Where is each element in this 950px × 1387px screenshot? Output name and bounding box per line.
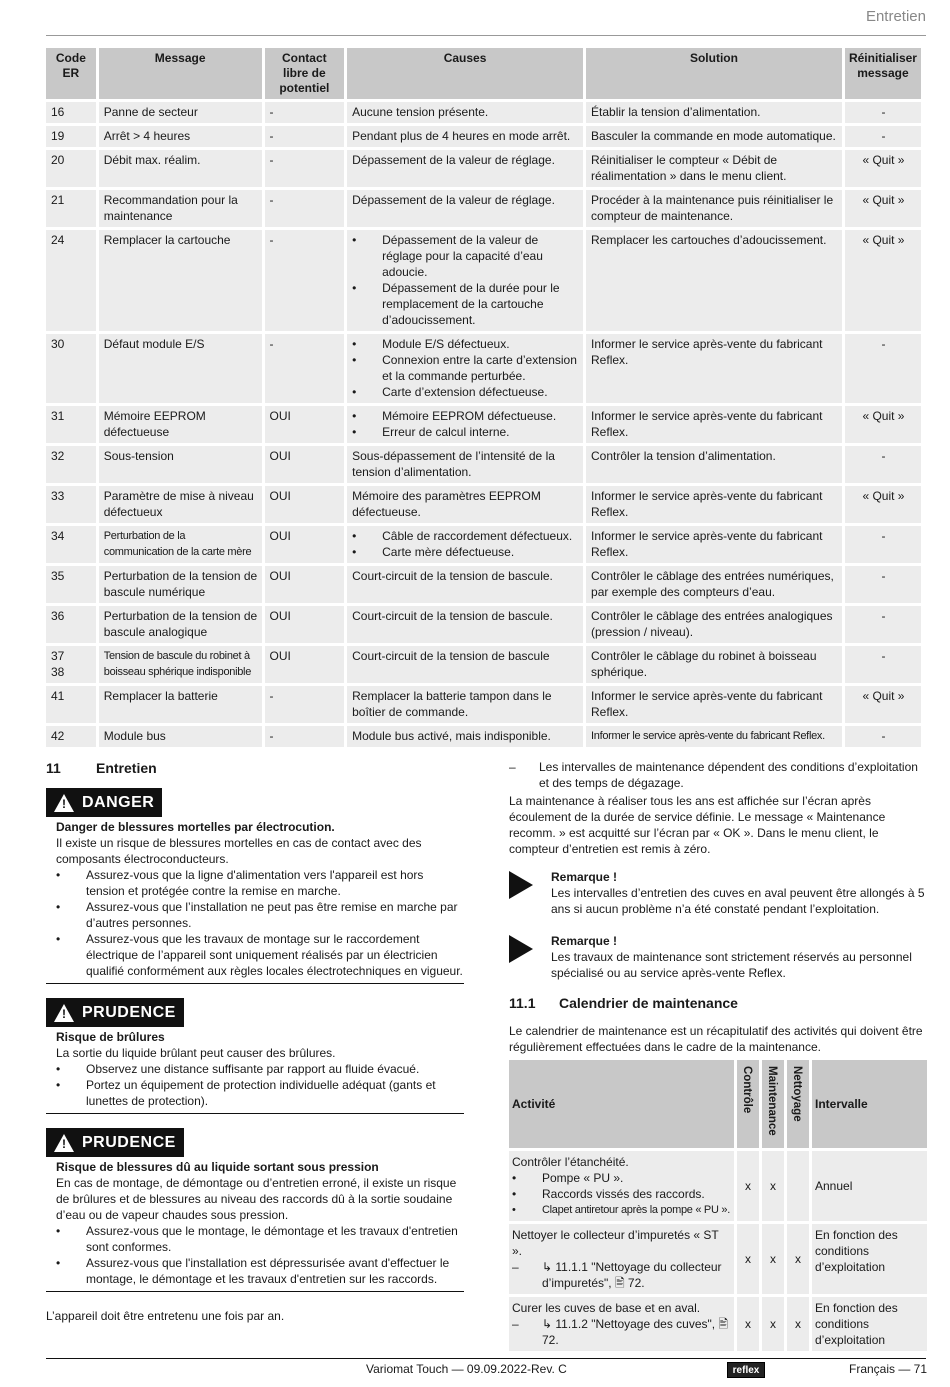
cause-item: • Câble de raccordement défectueux. [352, 528, 579, 544]
error-code: 19 [46, 126, 96, 147]
error-message: Débit max. réalim. [99, 150, 262, 187]
error-solution: Informer le service après-vente du fabricant Reflex. [586, 526, 842, 563]
error-code: 38 [51, 665, 65, 679]
caution-title: Risque de blessures dû au liquide sortant sous pression [56, 1160, 379, 1174]
error-code: 41 [46, 686, 96, 723]
closing-paragraph: L’appareil doit être entretenu une fois par an. [46, 1309, 285, 1323]
error-cause: Court-circuit de la tension de bascule. [347, 606, 583, 643]
error-cause-list [347, 230, 583, 331]
error-solution: Basculer la commande en mode automatique. [586, 126, 842, 147]
error-message: Tension de bascule du robinet à boisseau sphérique indisponible [99, 646, 262, 683]
remark-text: Les travaux de maintenance sont strictement réservés au personnel spécialisé ou au service après-vente Reflex. [551, 950, 912, 980]
reset-value: - [845, 526, 921, 563]
error-message: Paramètre de mise à niveau défectueux [99, 486, 262, 523]
error-solution: Remplacer les cartouches d’adoucissement. [586, 230, 842, 331]
error-cause: Court-circuit de la tension de bascule [347, 646, 583, 683]
activity-text: Curer les cuves de base et en aval. [512, 1301, 701, 1315]
subsection-title: Calendrier de maintenance [559, 995, 738, 1011]
error-message: Remplacer la cartouche [99, 230, 262, 331]
table-row [46, 486, 921, 523]
error-code-table [43, 45, 924, 750]
caution-block-burns [46, 998, 464, 1114]
error-code: 42 [46, 726, 96, 747]
caution-item: • Assurez-vous que l'installation est dépressurisée avant d'effectuer le montage, le démontage et les travaux d'entretien sur les raccords. [56, 1255, 464, 1287]
reset-value: - [845, 334, 921, 403]
contact-value: OUI [265, 446, 345, 483]
footer-doc-info: Variomat Touch — 09.09.2022-Rev. C [366, 1362, 567, 1376]
error-code: 30 [46, 334, 96, 403]
warning-triangle-icon: ! [54, 1004, 74, 1022]
arrow-right-icon [509, 935, 533, 963]
section-number: 11 [46, 760, 61, 776]
error-code: 16 [46, 102, 96, 123]
caution-block-pressure [46, 1128, 464, 1292]
table-row [46, 526, 921, 563]
error-message: Sous-tension [99, 446, 262, 483]
error-cause: Aucune tension présente. [347, 102, 583, 123]
caution-badge [46, 998, 184, 1027]
caution-label: PRUDENCE [82, 1003, 176, 1021]
warning-triangle-icon: ! [54, 794, 74, 812]
activity-text: Nettoyer le collecteur d’impuretés « ST ». [512, 1228, 719, 1258]
cause-item: • Erreur de calcul interne. [352, 424, 579, 440]
danger-item: • Assurez-vous que la ligne d'alimentation vers l'appareil est hors tension et protégée contre la remise en marche. [56, 867, 464, 899]
interval-value: En fonction des conditions d’exploitation [812, 1224, 927, 1294]
contact-value: - [265, 230, 345, 331]
arrow-right-icon [509, 871, 533, 899]
table-row [46, 686, 921, 723]
table-row [46, 726, 921, 747]
table-row [509, 1224, 927, 1294]
danger-rule [46, 983, 464, 984]
error-message: Mémoire EEPROM défectueuse [99, 406, 262, 443]
cross-reference-link[interactable]: – ↳ 11.1.1 "Nettoyage du collecteur d’impuretés", 🖹 72. [512, 1259, 731, 1291]
error-solution: Informer le service après-vente du fabricant Reflex. [586, 406, 842, 443]
check-mark: x [787, 1297, 809, 1351]
maintenance-schedule-table [506, 1057, 930, 1354]
error-message: Perturbation de la tension de bascule analogique [99, 606, 262, 643]
danger-badge [46, 788, 162, 817]
error-cause: Dépassement de la valeur de réglage. [347, 150, 583, 187]
reset-value: - [845, 726, 921, 747]
col-header-vertical [737, 1060, 759, 1148]
danger-text [56, 819, 464, 979]
col-header: Activité [509, 1060, 734, 1148]
error-code-pair [46, 646, 96, 683]
check-mark: x [737, 1224, 759, 1294]
error-solution: Réinitialiser le compteur « Débit de réalimentation » dans le menu client. [586, 150, 842, 187]
col-header: Causes [347, 48, 583, 99]
subsection-heading [509, 995, 927, 1011]
error-cause-list [347, 406, 583, 443]
table-row [46, 446, 921, 483]
error-solution: Informer le service après-vente du fabricant Reflex. [586, 686, 842, 723]
error-cause: Dépassement de la valeur de réglage. [347, 190, 583, 227]
error-solution: Contrôler le câblage du robinet à boisseau sphérique. [586, 646, 842, 683]
cause-item: • Connexion entre la carte d’extension et la commande perturbée. [352, 352, 579, 384]
cause-item: • Dépassement de la durée pour le remplacement de la cartouche d’adoucissement. [352, 280, 579, 328]
table-row [46, 646, 921, 683]
page-number: Français — 71 [849, 1362, 928, 1376]
error-cause: Remplacer la batterie tampon dans le boîtier de commande. [347, 686, 583, 723]
caution-text [56, 1159, 464, 1287]
reset-value: « Quit » [845, 406, 921, 443]
error-code: 21 [46, 190, 96, 227]
cause-item: • Mémoire EEPROM défectueuse. [352, 408, 579, 424]
check-mark: x [737, 1151, 759, 1221]
error-message: Arrêt > 4 heures [99, 126, 262, 147]
reset-value: - [845, 646, 921, 683]
contact-value: - [265, 190, 345, 227]
caution-item: • Assurez-vous que le montage, le démontage et les travaux d'entretien sont conformes. [56, 1223, 464, 1255]
remark-title: Remarque ! [551, 934, 618, 948]
activity-item: • Clapet antiretour après la pompe « PU ». [512, 1202, 731, 1218]
left-column [46, 760, 464, 1323]
table-header-row [46, 48, 921, 99]
warning-triangle-icon: ! [54, 1134, 74, 1152]
contact-value: OUI [265, 406, 345, 443]
error-message: Panne de secteur [99, 102, 262, 123]
error-cause-list [347, 334, 583, 403]
check-mark: x [737, 1297, 759, 1351]
caution-rule [46, 1113, 464, 1114]
contact-value: - [265, 334, 345, 403]
caution-label: PRUDENCE [82, 1133, 176, 1151]
col-header: Code ER [46, 48, 96, 99]
cause-item: • Dépassement de la valeur de réglage pour la capacité d’eau adoucie. [352, 232, 579, 280]
col-header: Réinitialiser message [845, 48, 921, 99]
reset-value: - [845, 102, 921, 123]
section-title: Entretien [96, 760, 157, 776]
error-cause: Module bus activé, mais indisponible. [347, 726, 583, 747]
col-header: Solution [586, 48, 842, 99]
error-code: 20 [46, 150, 96, 187]
contact-value: - [265, 126, 345, 147]
error-message: Défaut module E/S [99, 334, 262, 403]
footer-rule [46, 1358, 926, 1359]
danger-block [46, 788, 464, 984]
cross-reference-link[interactable]: – ↳ 11.1.2 "Nettoyage des cuves", 🖹 72. [512, 1316, 731, 1348]
interval-value: Annuel [812, 1151, 927, 1221]
col-header-text: Nettoyage [791, 1066, 803, 1122]
caution-rule [46, 1291, 464, 1292]
table-row [46, 190, 921, 227]
error-code: 36 [46, 606, 96, 643]
table-row [46, 334, 921, 403]
caution-badge [46, 1128, 184, 1157]
error-code: 34 [46, 526, 96, 563]
caution-item: • Portez un équipement de protection individuelle adéquat (gants et lunettes de protection). [56, 1077, 464, 1109]
col-header: Contact libre de potentiel [265, 48, 345, 99]
running-header: Entretien [865, 8, 926, 25]
remark-block [509, 933, 927, 981]
table-row [46, 102, 921, 123]
col-header-text: Contrôle [741, 1066, 753, 1114]
error-solution: Procéder à la maintenance puis réinitialiser le compteur de maintenance. [586, 190, 842, 227]
check-mark: x [762, 1151, 784, 1221]
remark-text: Les intervalles d’entretien des cuves en aval peuvent être allongés à 5 ans si aucun problème n’a été constaté pendant l’exploitation. [551, 886, 925, 916]
section-heading [46, 760, 464, 776]
error-solution: Contrôler le câblage des entrées numériques, par exemple des compteurs d’eau. [586, 566, 842, 603]
table-header-row [509, 1060, 927, 1148]
activity-item: • Pompe « PU ». [512, 1170, 731, 1186]
reset-value: - [845, 566, 921, 603]
check-mark [787, 1151, 809, 1221]
table-row [46, 126, 921, 147]
error-code: 33 [46, 486, 96, 523]
subsection-number: 11.1 [509, 995, 536, 1011]
error-message: Perturbation de la tension de bascule numérique [99, 566, 262, 603]
error-message: Perturbation de la communication de la carte mère [99, 526, 262, 563]
error-cause: Mémoire des paramètres EEPROM défectueuse. [347, 486, 583, 523]
error-cause: Pendant plus de 4 heures en mode arrêt. [347, 126, 583, 147]
activity-cell [509, 1151, 734, 1221]
contact-value: - [265, 102, 345, 123]
error-solution: Informer le service après-vente du fabricant Reflex. [586, 334, 842, 403]
danger-label: DANGER [82, 793, 155, 811]
error-cause-list [347, 526, 583, 563]
schedule-intro: Le calendrier de maintenance est un récapitulatif des activités qui doivent être régulièrement effectuées dans le cadre de la maintenance. [509, 1024, 923, 1054]
interval-value: En fonction des conditions d’exploitation [812, 1297, 927, 1351]
danger-title: Danger de blessures mortelles par électrocution. [56, 820, 335, 834]
contact-value: OUI [265, 606, 345, 643]
error-solution: Contrôler le câblage des entrées analogiques (pression / niveau). [586, 606, 842, 643]
caution-text [56, 1029, 464, 1109]
contact-value: OUI [265, 486, 345, 523]
contact-value: OUI [265, 526, 345, 563]
error-message: Remplacer la batterie [99, 686, 262, 723]
cause-item: • Module E/S défectueux. [352, 336, 579, 352]
danger-intro: Il existe un risque de blessures mortelles en cas de contact avec des composants électroconducteurs. [56, 836, 422, 866]
contact-value: - [265, 686, 345, 723]
danger-item: • Assurez-vous que l’installation ne peut pas être remise en marche par d’autres personnes. [56, 899, 464, 931]
error-code: 24 [46, 230, 96, 331]
check-mark: x [762, 1297, 784, 1351]
activity-text: Contrôler l’étanchéité. [512, 1155, 629, 1169]
table-row [46, 566, 921, 603]
error-solution: Informer le service après-vente du fabricant Reflex. [586, 726, 842, 747]
error-solution: Établir la tension d’alimentation. [586, 102, 842, 123]
error-code: 35 [46, 566, 96, 603]
contact-value: OUI [265, 646, 345, 683]
table-row [46, 406, 921, 443]
danger-item: • Assurez-vous que les travaux de montage sur le raccordement électrique de l’appareil sont uniquement réalisés par un électricien qualifié conformément aux règles locales électrotechniques en vigueur. [56, 931, 464, 979]
col-header-vertical [762, 1060, 784, 1148]
dash-item: – Les intervalles de maintenance dépendent des conditions d’exploitation et des temps de dégazage. [509, 759, 927, 791]
error-message: Recommandation pour la maintenance [99, 190, 262, 227]
table-row [509, 1297, 927, 1351]
check-mark: x [787, 1224, 809, 1294]
reset-value: « Quit » [845, 190, 921, 227]
reset-value: « Quit » [845, 230, 921, 331]
error-cause: Court-circuit de la tension de bascule. [347, 566, 583, 603]
reset-value: - [845, 606, 921, 643]
reset-value: - [845, 446, 921, 483]
caution-intro: En cas de montage, de démontage ou d’entretien erroné, il existe un risque de brûlures et de blessures au niveau des raccords dû à la sortie soudaine d’eau ou de vapeur chaudes sous pression. [56, 1176, 457, 1222]
table-row [46, 230, 921, 331]
maintenance-paragraph: La maintenance à réaliser tous les ans est affichée sur l’écran après écoulement de la durée de service définie. Le message « Maintenance recomm. » est acquitté sur l’écran par « OK ». Dans le menu client, le compteur d’entretien est remis à zéro. [509, 794, 886, 856]
remark-block [509, 869, 927, 917]
error-message: Module bus [99, 726, 262, 747]
cause-item: • Carte mère défectueuse. [352, 544, 579, 560]
cause-item: • Carte d’extension défectueuse. [352, 384, 579, 400]
activity-cell [509, 1297, 734, 1351]
reset-value: « Quit » [845, 686, 921, 723]
remark-title: Remarque ! [551, 870, 618, 884]
right-column [509, 759, 927, 1354]
reflex-logo: reflex [727, 1362, 765, 1378]
reset-value: « Quit » [845, 150, 921, 187]
activity-cell [509, 1224, 734, 1294]
caution-intro: La sortie du liquide brûlant peut causer des brûlures. [56, 1046, 336, 1060]
error-cause: Sous-dépassement de l’intensité de la tension d’alimentation. [347, 446, 583, 483]
caution-item: • Observez une distance suffisante par rapport au fluide évacué. [56, 1061, 464, 1077]
table-row [46, 606, 921, 643]
activity-item: • Raccords vissés des raccords. [512, 1186, 731, 1202]
col-header-text: Maintenance [766, 1066, 778, 1136]
error-code: 37 [51, 649, 65, 663]
error-code: 32 [46, 446, 96, 483]
error-code: 31 [46, 406, 96, 443]
contact-value: OUI [265, 566, 345, 603]
caution-title: Risque de brûlures [56, 1030, 165, 1044]
reset-value: « Quit » [845, 486, 921, 523]
col-header: Message [99, 48, 262, 99]
contact-value: - [265, 726, 345, 747]
col-header: Intervalle [812, 1060, 927, 1148]
error-solution: Contrôler la tension d’alimentation. [586, 446, 842, 483]
check-mark: x [762, 1224, 784, 1294]
table-row [509, 1151, 927, 1221]
reset-value: - [845, 126, 921, 147]
error-solution: Informer le service après-vente du fabricant Reflex. [586, 486, 842, 523]
header-rule [46, 35, 926, 36]
table-row [46, 150, 921, 187]
col-header-vertical [787, 1060, 809, 1148]
contact-value: - [265, 150, 345, 187]
